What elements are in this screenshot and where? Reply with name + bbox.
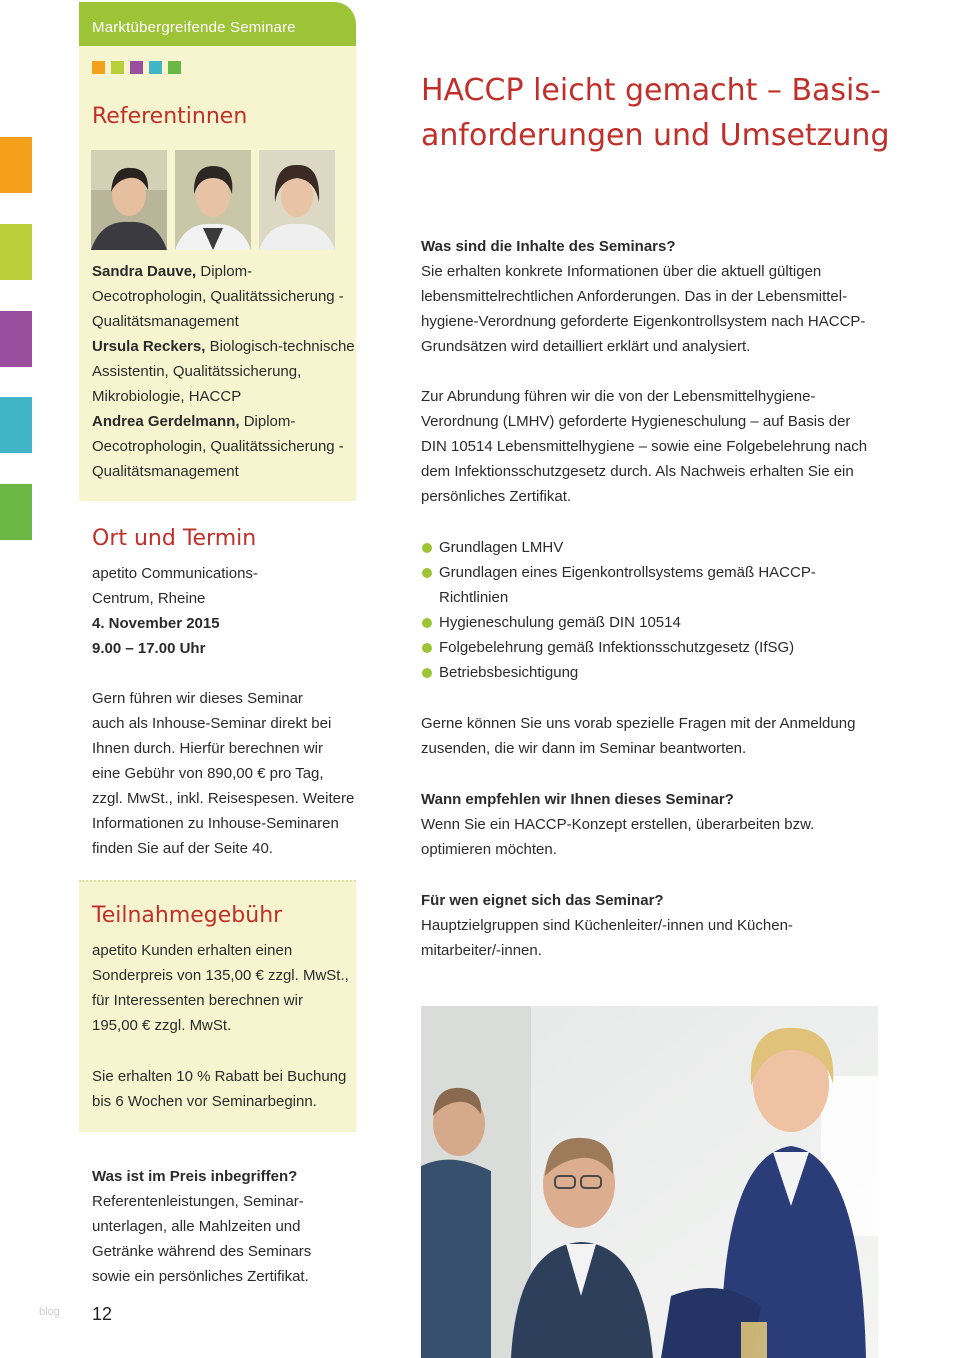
side-tab-orange bbox=[0, 137, 32, 193]
bullet-item bbox=[421, 635, 921, 660]
bullet-item bbox=[421, 560, 921, 610]
speaker-line bbox=[92, 309, 354, 334]
discount-text bbox=[92, 1064, 354, 1114]
fee-line: 195,00 € zzgl. MwSt. bbox=[92, 1017, 232, 1034]
section-header bbox=[79, 2, 356, 46]
included-heading: Was ist im Preis inbegriffen? bbox=[92, 1168, 298, 1185]
location-date: 4. November 2015 bbox=[92, 615, 220, 632]
included-line: Getränke während des Seminars bbox=[92, 1243, 312, 1260]
page-title bbox=[421, 68, 941, 158]
discount-line: Sie erhalten 10 % Rabatt bei Buchung bbox=[92, 1068, 347, 1085]
color-squares bbox=[92, 61, 187, 79]
speakers-list bbox=[92, 259, 354, 484]
section-label: Marktübergreifende Seminare bbox=[92, 19, 296, 36]
speaker-photo-2 bbox=[175, 150, 251, 250]
location-time: 9.00 – 17.00 Uhr bbox=[92, 640, 206, 657]
included-line: sowie ein persönliches Zertifikat. bbox=[92, 1268, 309, 1285]
fee-line: Sonderpreis von 135,00 € zzgl. MwSt., bbox=[92, 967, 349, 984]
included-line: unterlagen, alle Mahlzeiten und bbox=[92, 1218, 301, 1235]
content-block-1 bbox=[421, 234, 941, 359]
content-block-3 bbox=[421, 711, 941, 761]
speaker-line bbox=[92, 459, 354, 484]
bullet-item bbox=[421, 610, 921, 635]
speaker-photo-3 bbox=[259, 150, 335, 250]
content-block-2 bbox=[421, 384, 941, 509]
paragraph-line: Hauptzielgruppen sind Küchenleiter/-innen und Küchen- bbox=[421, 917, 793, 934]
fee-text bbox=[92, 938, 354, 1038]
speaker-line bbox=[92, 434, 354, 459]
bullet-text: Betriebsbesichtigung bbox=[439, 664, 579, 681]
paragraph-line: Sie erhalten konkrete Informationen über die aktuell gültigen bbox=[421, 263, 822, 280]
bullet-item bbox=[421, 660, 921, 685]
side-tab-green bbox=[0, 484, 32, 540]
inhouse-line: Ihnen durch. Hierfür berechnen wir bbox=[92, 740, 323, 757]
speaker-line bbox=[92, 334, 354, 359]
content-block-4 bbox=[421, 787, 941, 862]
speaker-role: Qualitätsmanagement bbox=[92, 313, 239, 330]
bullet-dot-icon bbox=[422, 643, 432, 653]
paragraph-line: hygiene-Verordnung geforderte Eigenkontrollsystem nach HACCP- bbox=[421, 313, 866, 330]
paragraph-line: optimieren möchten. bbox=[421, 841, 557, 858]
speaker-role: Mikrobiologie, HACCP bbox=[92, 388, 242, 405]
bullet-text: Hygieneschulung gemäß DIN 10514 bbox=[439, 614, 681, 631]
bullet-dot-icon bbox=[422, 543, 432, 553]
location-heading: Ort und Termin bbox=[92, 526, 257, 551]
location-place-1: apetito Communications- bbox=[92, 565, 258, 582]
speaker-line bbox=[92, 284, 354, 309]
bullet-text: Grundlagen LMHV bbox=[439, 539, 564, 556]
paragraph-line: persönliches Zertifikat. bbox=[421, 488, 572, 505]
speaker-role: Oecotrophologin, Qualitätssicherung - bbox=[92, 438, 344, 455]
inhouse-line: eine Gebühr von 890,00 € pro Tag, bbox=[92, 765, 324, 782]
speaker-role: Biologisch-technische bbox=[205, 338, 355, 355]
included-line: Referentenleistungen, Seminar- bbox=[92, 1193, 304, 1210]
side-tab-purple bbox=[0, 311, 32, 367]
paragraph-line: dem Infektionsschutzgesetz durch. Als Nachweis erhalten Sie ein bbox=[421, 463, 854, 480]
paragraph-line: Verordnung (LMHV) geforderte Hygieneschulung – auf Basis der bbox=[421, 413, 851, 430]
speaker-role: Assistentin, Qualitätssicherung, bbox=[92, 363, 302, 380]
question-audience: Für wen eignet sich das Seminar? bbox=[421, 892, 664, 909]
location-text bbox=[92, 561, 354, 661]
title-line-1: HACCP leicht gemacht – Basis- bbox=[421, 73, 881, 108]
paragraph-line: Grundsätzen wird detailliert erklärt und analysiert. bbox=[421, 338, 751, 355]
inhouse-line: auch als Inhouse-Seminar direkt bei bbox=[92, 715, 332, 732]
fee-line: für Interessenten berechnen wir bbox=[92, 992, 303, 1009]
title-line-2: anforderungen und Umsetzung bbox=[421, 118, 890, 153]
question-contents: Was sind die Inhalte des Seminars? bbox=[421, 238, 676, 255]
speaker-name: Ursula Reckers, bbox=[92, 338, 206, 355]
bullet-dot-icon bbox=[422, 568, 432, 578]
paragraph-line: zusenden, die wir dann im Seminar beantworten. bbox=[421, 740, 747, 757]
bullet-text: Grundlagen eines Eigenkontrollsystems gemäß HACCP- bbox=[439, 564, 816, 581]
speaker-name: Sandra Dauve, bbox=[92, 263, 197, 280]
speaker-line bbox=[92, 384, 354, 409]
speaker-line bbox=[92, 359, 354, 384]
speaker-name: Andrea Gerdelmann, bbox=[92, 413, 240, 430]
paragraph-line: Gerne können Sie uns vorab spezielle Fragen mit der Anmeldung bbox=[421, 715, 856, 732]
discount-line: bis 6 Wochen vor Seminarbeginn. bbox=[92, 1093, 317, 1110]
paragraph-line: lebensmittelrechtlichen Anforderungen. Das in der Lebensmittel- bbox=[421, 288, 848, 305]
speaker-photo-1 bbox=[91, 150, 167, 250]
speakers-heading: Referentinnen bbox=[92, 104, 248, 129]
inhouse-text bbox=[92, 686, 354, 861]
paragraph-line: Zur Abrundung führen wir die von der Lebensmittelhygiene- bbox=[421, 388, 816, 405]
inhouse-line: Gern führen wir dieses Seminar bbox=[92, 690, 303, 707]
bullet-dot-icon bbox=[422, 668, 432, 678]
question-recommendation: Wann empfehlen wir Ihnen dieses Seminar? bbox=[421, 791, 734, 808]
page-number: 12 bbox=[92, 1304, 113, 1324]
speaker-line bbox=[92, 259, 354, 284]
speaker-line bbox=[92, 409, 354, 434]
side-tab-cyan bbox=[0, 397, 32, 453]
speaker-role: Qualitätsmanagement bbox=[92, 463, 239, 480]
bullet-item bbox=[421, 535, 921, 560]
inhouse-line: Informationen zu Inhouse-Seminaren bbox=[92, 815, 339, 832]
paragraph-line: mitarbeiter/-innen. bbox=[421, 942, 542, 959]
watermark: blog bbox=[39, 1306, 60, 1318]
speaker-role: Diplom- bbox=[239, 413, 296, 430]
inhouse-line: zzgl. MwSt., inkl. Reisespesen. Weitere bbox=[92, 790, 355, 807]
seminar-photo bbox=[421, 1006, 878, 1358]
included-text bbox=[92, 1164, 354, 1289]
bullet-text: Folgebelehrung gemäß Infektionsschutzgesetz (IfSG) bbox=[439, 639, 795, 656]
paragraph-line: Wenn Sie ein HACCP-Konzept erstellen, überarbeiten bzw. bbox=[421, 816, 815, 833]
side-tab-lime bbox=[0, 224, 32, 280]
inhouse-line: finden Sie auf der Seite 40. bbox=[92, 840, 273, 857]
speaker-role: Oecotrophologin, Qualitätssicherung - bbox=[92, 288, 344, 305]
paragraph-line: DIN 10514 Lebensmittelhygiene – sowie eine Folgebelehrung nach bbox=[421, 438, 868, 455]
fee-heading: Teilnahmegebühr bbox=[92, 903, 283, 928]
content-block-5 bbox=[421, 888, 941, 963]
fee-line: apetito Kunden erhalten einen bbox=[92, 942, 293, 959]
bullet-dot-icon bbox=[422, 618, 432, 628]
speaker-role: Diplom- bbox=[196, 263, 253, 280]
bullet-text: Richtlinien bbox=[439, 589, 509, 606]
location-place-2: Centrum, Rheine bbox=[92, 590, 206, 607]
